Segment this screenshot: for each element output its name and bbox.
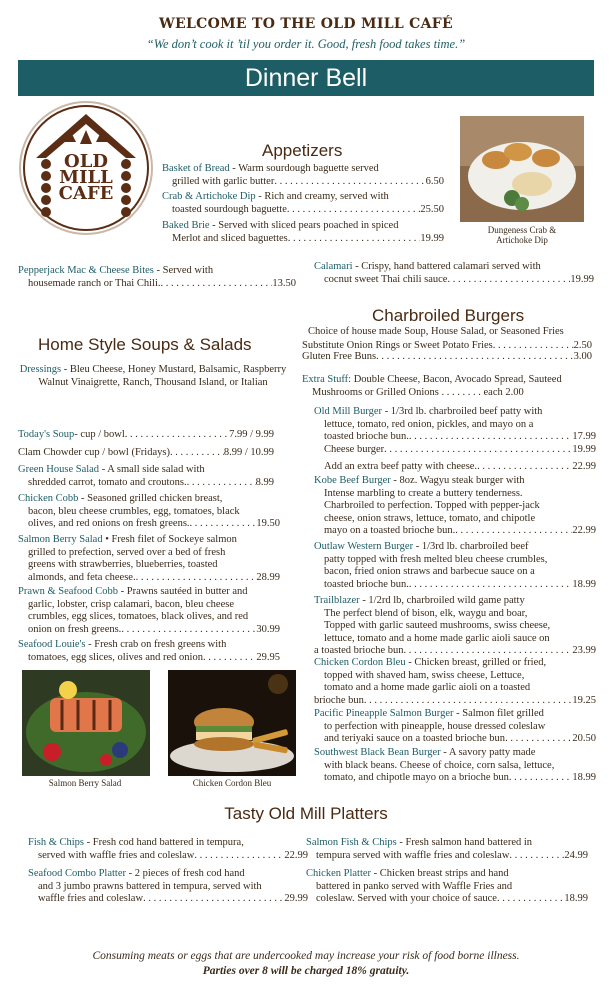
- item-desc: - Chicken breast strips and hand: [371, 868, 509, 879]
- item-desc: - A small side salad with: [99, 464, 205, 475]
- logo-line-old: OLD: [64, 151, 108, 172]
- item-price: 29.95: [256, 651, 280, 663]
- burgers-title: Charbroiled Burgers: [372, 306, 525, 325]
- item-desc: waffle fries and coleslaw: [38, 893, 144, 904]
- item-desc: - Warm sourdough baguette served: [229, 163, 379, 174]
- item-desc: bacon, bleu cheese crumbles, egg, tomatoes, black: [28, 505, 240, 517]
- appetizers-title: Appetizers: [262, 141, 343, 160]
- item-desc: - Seasoned grilled chicken breast,: [78, 493, 223, 504]
- item-desc: Add an extra beef patty with cheese.: [324, 461, 478, 472]
- item-price: 25.50: [420, 203, 444, 215]
- item-price: 8.99 / 10.99: [223, 447, 274, 458]
- menu-item-chicken-cordon-bleu: [314, 657, 596, 707]
- menu-item-pepperjack-bites: [18, 265, 296, 290]
- menu-item-seafood-combo: [28, 868, 308, 906]
- item-name: Fish & Chips: [28, 837, 85, 848]
- item-desc: served with waffle fries and coleslaw: [38, 849, 195, 861]
- menu-item-old-mill-burger: [314, 406, 596, 474]
- crab-dip-photo: [460, 116, 584, 222]
- logo-line-cafe: CAFE: [58, 183, 114, 204]
- item-price: 2.50: [573, 340, 592, 351]
- item-name: Old Mill Burger: [314, 406, 383, 417]
- menu-item-kobe-beef-burger: [314, 475, 596, 538]
- extra-label: Extra Stuff:: [302, 374, 352, 385]
- item-desc: toasted brioche bun.: [324, 578, 409, 590]
- menu-item-black-bean-burger: [314, 747, 596, 785]
- item-name: Salmon Fish & Chips: [306, 837, 397, 848]
- item-desc: The perfect blend of bison, elk, waygu and boar,: [324, 607, 528, 619]
- item-desc: - cup / bowl: [74, 429, 125, 440]
- menu-item-prawn-seafood-cobb: [18, 586, 280, 636]
- dressings-label: Dressings: [19, 364, 62, 375]
- welcome-heading: WELCOME TO THE OLD MILL CAFÉ: [159, 16, 453, 32]
- item-desc: greens with strawberries, blueberries, toasted: [28, 559, 218, 570]
- item-price: 22.99: [284, 849, 308, 861]
- item-name: Pepperjack Mac & Cheese Bites: [18, 265, 154, 276]
- item-desc: - Served with sliced pears poached in spiced: [209, 220, 399, 231]
- item-desc: crumbles, egg slices, tomatoes, black olives, and red: [28, 611, 249, 622]
- soups-salads-title: Home Style Soups & Salads: [38, 335, 252, 354]
- item-desc: - A savory patty made: [440, 747, 536, 758]
- item-desc: toasted sourdough baguette: [172, 203, 287, 215]
- item-price: 19.50: [256, 518, 280, 529]
- item-desc: - 1/2rd lb, charbroiled wild game patty: [359, 595, 525, 606]
- item-desc: mayo on a toasted brioche bun.: [324, 525, 456, 536]
- item-desc: bacon, fried onion straws and barbecue sauce on a: [324, 566, 535, 577]
- item-desc: brioche bun: [314, 694, 364, 706]
- item-desc: - Rich and creamy, served with: [255, 191, 389, 202]
- chicken-cordon-bleu-photo: [168, 670, 296, 776]
- item-price: 29.99: [284, 893, 308, 904]
- item-desc: tempura served with waffle fries and coleslaw: [316, 849, 510, 861]
- menu-item-basket-of-bread: [162, 163, 444, 188]
- item-desc: Merlot and sliced baguettes: [172, 232, 288, 244]
- item-desc: patty topped with fresh melted bleu cheese crumbles,: [324, 553, 548, 565]
- item-desc: - Chicken breast, grilled or fried,: [405, 657, 547, 668]
- item-desc: - Salmon filet grilled: [453, 708, 544, 719]
- item-name: Chicken Cordon Bleu: [314, 657, 406, 668]
- item-desc: and 3 jumbo prawns battered in tempura, served with: [38, 880, 262, 892]
- item-name: Pacific Pineapple Salmon Burger: [314, 708, 454, 719]
- menu-item-salmon-berry-salad: [18, 534, 280, 584]
- item-desc: - Fresh cod hand battered in tempura,: [84, 837, 244, 848]
- menu-item-todays-soup: [18, 429, 274, 442]
- item-name: Trailblazer: [314, 595, 360, 606]
- item-price: 23.99: [572, 645, 596, 656]
- item-desc: cheese, onion straws, lettuce, tomato, and chipotle: [324, 512, 536, 524]
- menu-item-green-house-salad: [18, 464, 274, 489]
- item-price: 13.50: [272, 277, 296, 289]
- item-price: 17.99: [572, 431, 596, 442]
- item-name: Outlaw Western Burger: [314, 541, 414, 552]
- item-name: Baked Brie: [162, 220, 210, 231]
- item-desc: a toasted brioche bun: [314, 645, 404, 656]
- item-desc: topped with shaved ham, swiss cheese, Lettuce,: [324, 669, 525, 681]
- menu-item-calamari: [314, 261, 594, 286]
- item-desc: tomatoes, egg slices, olives and red onion: [28, 651, 203, 663]
- item-desc: • Fresh filet of Sockeye salmon: [102, 534, 237, 545]
- item-name: Calamari: [314, 261, 353, 272]
- item-price: 22.99: [572, 461, 596, 472]
- item-desc: tomato, and chipotle mayo on a brioche bun: [324, 772, 509, 783]
- item-desc: olives, and red onions on fresh greens.: [28, 518, 190, 529]
- logo-line-mill: MILL: [59, 167, 113, 188]
- item-desc: garlic, lobster, crisp calamari, bacon, bleu cheese: [28, 598, 234, 610]
- menu-item-crab-artichoke-dip: [162, 191, 444, 216]
- item-price: 3.00: [573, 351, 592, 362]
- item-desc: almonds, and feta cheese.: [28, 571, 136, 583]
- item-price: each 2.00: [483, 386, 524, 398]
- item-desc: Substitute Onion Rings or Sweet Potato Fries: [302, 340, 493, 351]
- item-desc: - Fresh salmon hand battered in: [396, 837, 533, 848]
- item-price: 18.99: [572, 578, 596, 590]
- burger-extra-stuff: Extra Stuff: Double Cheese, Bacon, Avocado Spread, Sauteed Mushrooms or Grilled Onions . . . . . . . . each 2.00: [302, 374, 562, 398]
- item-price: 28.99: [256, 571, 280, 583]
- item-desc: grilled with garlic butter: [172, 175, 275, 187]
- dinner-bell-banner: Dinner Bell: [18, 60, 594, 96]
- menu-item-clam-chowder: [18, 447, 274, 460]
- health-warning: Consuming meats or eggs that are undercooked may increase your risk of food borne illness.: [92, 950, 520, 962]
- item-desc: - 8oz. Wagyu steak burger with: [390, 475, 525, 486]
- item-desc: Intense marbling to create a buttery tenderness.: [324, 487, 523, 499]
- item-desc: - 1/3rd lb. charbroiled beef patty with: [382, 406, 543, 417]
- item-name: Seafood Louie's: [18, 639, 86, 650]
- menu-item-chicken-platter: [306, 868, 588, 906]
- item-desc: - Crispy, hand battered calamari served with: [352, 261, 541, 272]
- item-desc: shredded carrot, tomato and croutons.: [28, 476, 187, 488]
- salmon-berry-salad-caption: Salmon Berry Salad: [48, 778, 122, 788]
- item-price: 6.50: [425, 175, 444, 187]
- item-name: Chicken Platter: [306, 868, 372, 879]
- item-name: Today's Soup: [18, 429, 75, 440]
- item-desc: Double Cheese, Bacon, Avocado Spread, Sauteed: [351, 374, 562, 385]
- item-desc: Cheese burger: [324, 443, 385, 455]
- item-desc: Clam Chowder cup / bowl (Fridays): [18, 447, 170, 458]
- dressings-text: - Bleu Cheese, Honey Mustard, Balsamic, Raspberry Walnut Vinaigrette, Ranch, Thousand Island, or Italian: [38, 364, 287, 388]
- salmon-berry-salad-photo: [22, 670, 150, 776]
- menu-item-pineapple-salmon-burger: [314, 708, 596, 746]
- item-desc: lettuce, tomato, red onion, pickles, and mayo on a: [324, 418, 534, 430]
- menu-item-trailblazer: [314, 595, 596, 658]
- menu-item-seafood-louies: [18, 639, 280, 664]
- item-desc: toasted brioche bun.: [324, 431, 409, 442]
- menu-item-salmon-fish-and-chips: [306, 837, 588, 862]
- chicken-cordon-bleu-caption: Chicken Cordon Bleu: [192, 778, 272, 788]
- item-desc: grilled to prefection, served over a bed of fresh: [28, 546, 226, 558]
- burger-sides-choice: Choice of house made Soup, House Salad, or Seasoned Fries: [308, 326, 564, 337]
- platters-title: Tasty Old Mill Platters: [224, 804, 388, 823]
- item-name: Kobe Beef Burger: [314, 475, 391, 486]
- item-name: Seafood Combo Platter: [28, 868, 126, 879]
- item-price: 22.99: [572, 525, 596, 536]
- item-price: 19.99: [570, 273, 594, 285]
- item-desc: Mushrooms or Grilled Onions: [312, 386, 439, 398]
- item-name: Chicken Cobb: [18, 493, 79, 504]
- item-desc: - 2 pieces of fresh cod hand: [126, 868, 245, 879]
- item-price: 7.99 / 9.99: [229, 429, 274, 440]
- item-desc: tomato and a home made garlic aioli on a toasted: [324, 682, 531, 693]
- item-desc: with black beans. Cheese of choice, corn salsa, lettuce,: [324, 759, 555, 771]
- item-name: Crab & Artichoke Dip: [162, 191, 256, 202]
- item-desc: - Fresh crab on fresh greens with: [85, 639, 227, 650]
- item-desc: coleslaw. Served with your choice of sauce: [316, 893, 497, 904]
- old-mill-cafe-logo: [18, 100, 154, 236]
- menu-item-chicken-cobb: [18, 493, 280, 531]
- item-desc: Topped with garlic sauteed mushrooms, swiss cheese,: [324, 620, 551, 631]
- item-price: 30.99: [256, 623, 280, 635]
- item-desc: - Served with: [153, 265, 214, 276]
- menu-item-outlaw-western-burger: [314, 541, 596, 591]
- item-desc: housemade ranch or Thai Chili.: [28, 277, 161, 289]
- item-price: 8.99: [255, 476, 274, 488]
- item-name: Southwest Black Bean Burger: [314, 747, 441, 758]
- item-desc: Charbroiled to perfection. Topped with pepper-jack: [324, 500, 540, 511]
- item-name: Basket of Bread: [162, 163, 230, 174]
- tagline: “We don’t cook it ’til you order it. Good, fresh food takes time.”: [146, 37, 466, 51]
- item-price: 24.99: [564, 849, 588, 861]
- item-desc: lettuce, tomato and a home made garlic aioli sauce on: [324, 632, 550, 644]
- item-desc: and teriyaki sauce on a toasted brioche bun: [324, 733, 506, 744]
- item-desc: to perfection with pineapple, house dressed coleslaw: [324, 720, 546, 732]
- item-price: 19.25: [572, 694, 596, 706]
- item-name: Salmon Berry Salad: [18, 534, 103, 545]
- item-desc: Gluten Free Buns: [302, 351, 377, 362]
- item-name: Green House Salad: [18, 464, 100, 475]
- item-price: 20.50: [572, 733, 596, 744]
- item-desc: - Prawns sautéed in butter and: [118, 586, 248, 597]
- item-price: 19.99: [420, 232, 444, 244]
- item-price: 18.99: [564, 893, 588, 904]
- item-price: 18.99: [572, 772, 596, 783]
- burger-gluten-free: [302, 351, 592, 364]
- item-desc: cocnut sweet Thai chili sauce: [324, 273, 448, 285]
- item-desc: - 1/3rd lb. charbroiled beef: [413, 541, 529, 552]
- menu-item-fish-and-chips: [28, 837, 308, 862]
- item-desc: onion on fresh greens.: [28, 623, 122, 635]
- gratuity-notice: Parties over 8 will be charged 18% gratuity.: [202, 965, 410, 977]
- crab-dip-caption: Dungeness Crab & Artichoke Dip: [487, 225, 557, 245]
- item-price: 19.99: [572, 443, 596, 455]
- menu-item-baked-brie: [162, 220, 444, 245]
- item-name: Prawn & Seafood Cobb: [18, 586, 119, 597]
- item-desc: battered in panko served with Waffle Fries and: [316, 880, 513, 892]
- dressings-list: [18, 364, 288, 389]
